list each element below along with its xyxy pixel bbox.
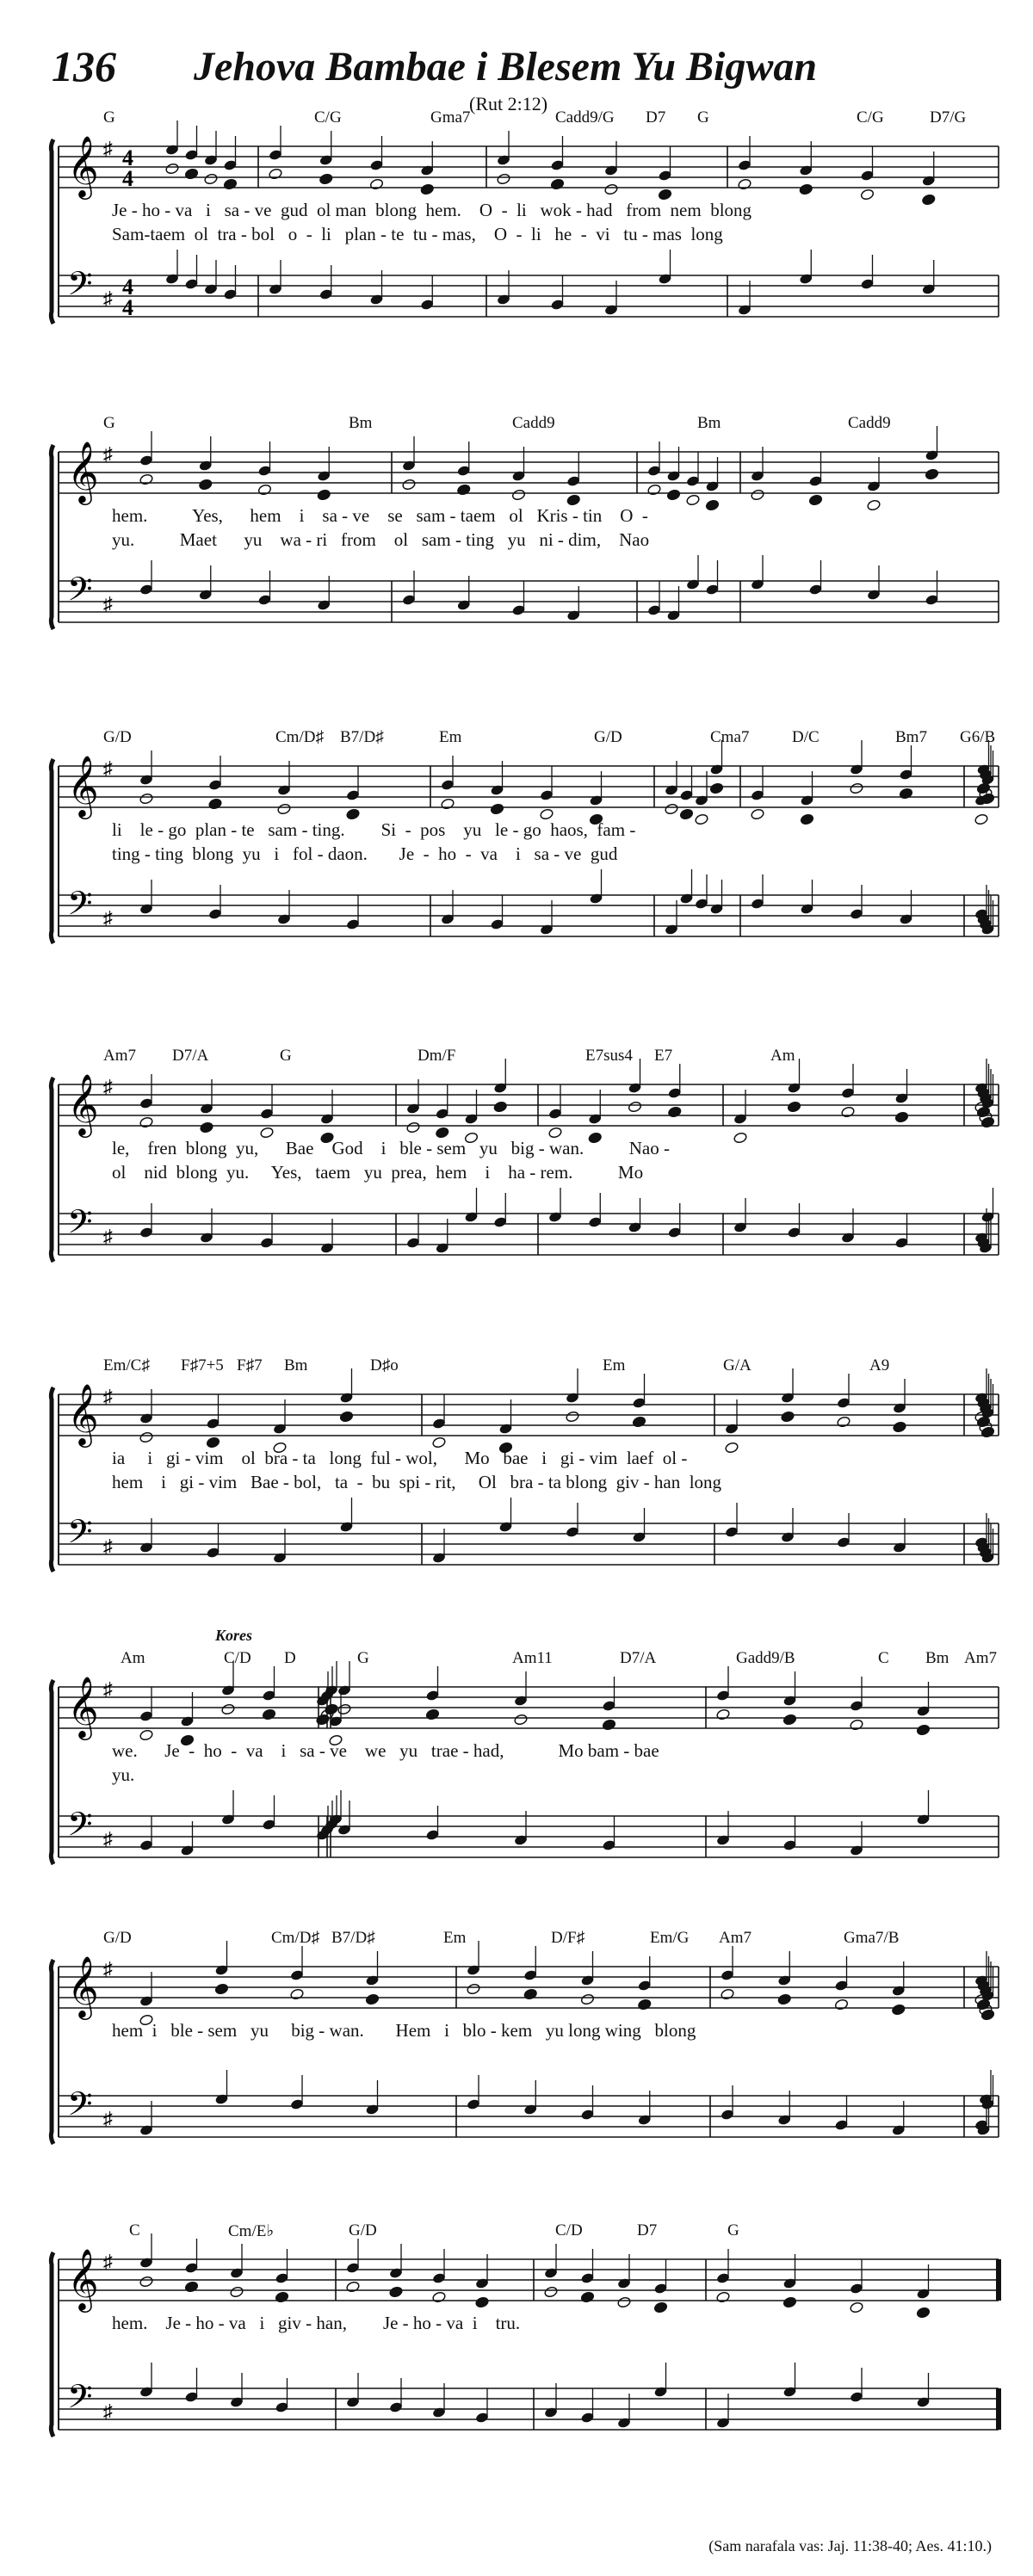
note-head xyxy=(893,1421,907,1433)
svg-text:♯: ♯ xyxy=(103,138,113,159)
svg-text:♯: ♯ xyxy=(103,2400,113,2422)
svg-text:♯: ♯ xyxy=(103,1226,113,1247)
note-head xyxy=(976,1998,991,2011)
chord-symbol: Cm/D♯ xyxy=(271,1929,319,1947)
note-head xyxy=(658,188,672,201)
chord-symbol: Gma7/B xyxy=(844,1929,900,1947)
score-system xyxy=(52,728,999,973)
note-head xyxy=(837,1416,851,1428)
note-head xyxy=(777,1993,792,2005)
chord-symbol: Am xyxy=(121,1649,145,1667)
svg-text:♯: ♯ xyxy=(103,2108,113,2129)
note-head xyxy=(602,1719,616,1731)
note-head xyxy=(325,1703,339,1715)
chord-symbol: D7 xyxy=(637,2221,658,2239)
svg-text:𝄢: 𝄢 xyxy=(67,2085,93,2131)
note-head xyxy=(493,1101,508,1113)
svg-text:𝄞: 𝄞 xyxy=(67,1382,99,1445)
lyric-line: hem i gi - vim Bae - bol, ta - bu spi - rit, Ol bra - ta blong giv - han long xyxy=(112,1472,722,1492)
chord-symbol: A9 xyxy=(869,1356,890,1374)
note-head xyxy=(139,1431,154,1443)
note-head xyxy=(441,798,455,810)
chord-symbol: G xyxy=(357,1649,369,1667)
note-head xyxy=(709,782,724,794)
note-head xyxy=(139,1729,154,1741)
chord-symbol: G/D xyxy=(594,728,622,746)
svg-text:𝄢: 𝄢 xyxy=(67,1202,93,1249)
chorus-marker: Kores xyxy=(215,1627,253,1644)
chord-symbol: Am7 xyxy=(964,1649,997,1667)
score-system xyxy=(52,1627,999,1893)
note-head xyxy=(782,2296,797,2308)
chord-symbol: Am7 xyxy=(103,1047,136,1065)
note-head xyxy=(432,1436,447,1449)
note-head xyxy=(751,808,765,820)
chord-symbol: D xyxy=(284,1649,296,1667)
note-head xyxy=(346,808,361,820)
note-head xyxy=(497,173,511,185)
note-head xyxy=(339,1411,354,1423)
note-head xyxy=(617,2296,632,2308)
chord-symbol: G xyxy=(727,2221,739,2239)
note-head xyxy=(346,2281,361,2293)
note-head xyxy=(686,494,701,506)
note-head xyxy=(751,489,765,501)
note-head xyxy=(262,1708,276,1720)
note-head xyxy=(976,1106,991,1118)
svg-text:♯: ♯ xyxy=(103,757,113,779)
chord-symbol: D/F♯ xyxy=(551,1929,585,1947)
note-head xyxy=(916,1724,931,1736)
lyric-line: hem. Je - ho - va i giv - han, Je - ho - va i tru. xyxy=(112,2313,521,2333)
chord-symbol: Bm xyxy=(284,1356,308,1374)
note-head xyxy=(916,2307,931,2319)
note-head xyxy=(337,1703,352,1715)
chord-symbol: Cadd9/G xyxy=(555,108,615,127)
note-head xyxy=(721,1988,735,2000)
note-head xyxy=(716,1708,731,1720)
score-system xyxy=(52,1929,999,2173)
score-system xyxy=(52,2221,999,2466)
chord-symbol: D7/G xyxy=(930,108,967,127)
svg-text:𝄢: 𝄢 xyxy=(67,1512,93,1559)
svg-text:4: 4 xyxy=(122,295,133,320)
note-head xyxy=(974,813,989,825)
note-head xyxy=(269,168,283,180)
staff-svg xyxy=(52,1949,999,2173)
note-head xyxy=(799,183,813,195)
note-head xyxy=(206,1436,220,1449)
chord-symbol: Bm7 xyxy=(895,728,927,746)
svg-text:♯: ♯ xyxy=(103,593,113,615)
svg-text:𝄞: 𝄞 xyxy=(67,134,99,197)
score-system xyxy=(52,108,999,353)
chord-symbol: B7/D♯ xyxy=(340,728,384,746)
hymn-title: Jehova Bambae i Blesem Yu Bigwan xyxy=(194,44,818,90)
note-head xyxy=(257,484,272,496)
lyric-line: hem. Yes, hem i sa - ve se sam - taem ol Kris - tin O - xyxy=(112,505,648,526)
lyric-line: li le - go plan - te sam - ting. Si - pos yu le - go haos, fam - xyxy=(112,819,636,840)
note-head xyxy=(566,494,581,506)
note-head xyxy=(214,1983,229,1995)
note-head xyxy=(850,2301,864,2313)
note-head xyxy=(548,1127,563,1139)
svg-text:4: 4 xyxy=(122,275,133,300)
note-head xyxy=(679,808,694,820)
note-head xyxy=(716,2291,731,2303)
note-head xyxy=(402,479,417,491)
chord-symbol: Cma7 xyxy=(710,728,750,746)
hymn-number: 136 xyxy=(52,42,116,90)
chord-symbol: Bm xyxy=(925,1649,949,1667)
note-head xyxy=(456,484,471,496)
note-head xyxy=(782,1714,797,1726)
svg-text:♯: ♯ xyxy=(103,2251,113,2272)
chord-symbol: B7/D♯ xyxy=(331,1929,375,1947)
note-head xyxy=(653,2301,668,2313)
note-head xyxy=(580,1993,595,2005)
svg-text:𝄞: 𝄞 xyxy=(67,1072,99,1135)
note-head xyxy=(980,2009,995,2021)
svg-text:♯: ♯ xyxy=(103,287,113,309)
note-head xyxy=(666,489,681,501)
note-head xyxy=(894,1111,909,1123)
chord-symbol: D7/A xyxy=(172,1047,209,1065)
note-head xyxy=(980,1426,995,1438)
note-head xyxy=(628,1101,642,1113)
note-head xyxy=(406,1121,421,1134)
chord-symbol: Cm/E♭ xyxy=(228,2222,275,2240)
note-head xyxy=(290,1988,305,2000)
note-head xyxy=(899,788,913,800)
note-head xyxy=(604,183,619,195)
note-head xyxy=(275,2291,289,2303)
chord-symbol: Em xyxy=(603,1356,626,1374)
svg-text:𝄢: 𝄢 xyxy=(67,570,93,616)
note-head xyxy=(432,2291,447,2303)
note-head xyxy=(475,2296,490,2308)
chord-symbol: F♯7+5 xyxy=(181,1356,224,1374)
note-head xyxy=(420,183,435,195)
chord-symbol: D♯o xyxy=(370,1356,399,1374)
lyric-line: Sam-taem ol tra - bol o - li plan - te tu - mas, O - li he - vi tu - mas long xyxy=(112,224,723,244)
note-head xyxy=(632,1416,646,1428)
note-head xyxy=(317,489,331,501)
svg-text:𝄞: 𝄞 xyxy=(67,1675,99,1738)
note-head xyxy=(566,1411,580,1423)
chord-symbol: Gma7 xyxy=(430,108,471,127)
chord-symbol: Gadd9/B xyxy=(736,1649,795,1667)
chord-symbol: G/D xyxy=(103,1929,132,1947)
note-head xyxy=(514,1714,529,1726)
lyric-line: yu. Maet yu wa - ri from ol sam - ting yu ni - dim, Nao xyxy=(112,529,650,550)
note-head xyxy=(733,1132,748,1144)
note-head xyxy=(319,173,333,185)
note-head xyxy=(208,798,223,810)
note-head xyxy=(647,484,662,496)
note-head xyxy=(467,1983,481,1995)
svg-text:𝄢: 𝄢 xyxy=(67,884,93,930)
note-head xyxy=(834,1998,849,2011)
note-head xyxy=(139,793,154,805)
chord-symbol: G6/B xyxy=(960,728,996,746)
note-head xyxy=(316,1714,331,1726)
note-head xyxy=(200,1121,214,1134)
note-head xyxy=(787,1101,801,1113)
chord-symbol: Am xyxy=(770,1047,795,1065)
chord-symbol: C/G xyxy=(857,108,884,127)
chord-symbol: G xyxy=(280,1047,292,1065)
lyric-line: Je - ho - va i sa - ve gud ol man blong hem. O - li wok - had from nem blong xyxy=(112,200,752,220)
note-head xyxy=(976,782,991,794)
chord-symbol: E7 xyxy=(654,1047,673,1065)
svg-text:♯: ♯ xyxy=(103,1386,113,1407)
chord-symbol: Em/C♯ xyxy=(103,1356,150,1374)
note-head xyxy=(277,803,292,815)
note-head xyxy=(867,499,881,511)
svg-text:𝄞: 𝄞 xyxy=(67,754,99,817)
chord-symbol: G xyxy=(103,108,115,127)
svg-text:𝄞: 𝄞 xyxy=(67,1955,99,2017)
note-head xyxy=(637,1998,652,2011)
chord-symbol: Am7 xyxy=(719,1929,752,1947)
note-head xyxy=(808,494,823,506)
note-head xyxy=(695,813,709,825)
note-head xyxy=(550,178,565,190)
svg-text:𝄢: 𝄢 xyxy=(67,264,93,311)
svg-text:♯: ♯ xyxy=(103,1828,113,1850)
chord-symbol: Dm/F xyxy=(418,1047,456,1065)
chord-symbol: Am11 xyxy=(512,1649,553,1667)
note-head xyxy=(165,163,180,175)
lyric-line: ting - ting blong yu i fol - daon. Je - ho - va i sa - ve gud xyxy=(112,843,618,864)
svg-text:4: 4 xyxy=(122,166,133,191)
note-head xyxy=(511,489,526,501)
score-system xyxy=(52,414,999,658)
chord-symbol: D7 xyxy=(646,108,666,127)
score-system xyxy=(52,1047,999,1291)
svg-text:♯: ♯ xyxy=(103,1535,113,1557)
note-head xyxy=(221,1703,236,1715)
chord-symbol: G/A xyxy=(723,1356,752,1374)
note-head xyxy=(184,168,199,180)
note-head xyxy=(184,2281,199,2293)
svg-text:♯: ♯ xyxy=(103,907,113,929)
note-head xyxy=(425,1708,440,1720)
note-head xyxy=(925,468,939,480)
lyric-line: we. Je - ho - va i sa - ve we yu trae - had, Mo bam - bae xyxy=(112,1740,659,1761)
note-head xyxy=(850,1719,864,1731)
note-head xyxy=(260,1127,275,1139)
note-head xyxy=(580,2291,595,2303)
svg-text:4: 4 xyxy=(122,145,133,170)
chord-symbol: C/D xyxy=(555,2221,583,2239)
staff-svg xyxy=(52,1670,999,1893)
svg-text:𝄢: 𝄢 xyxy=(67,1805,93,1851)
note-head xyxy=(523,1988,538,2000)
note-head xyxy=(490,803,504,815)
note-head xyxy=(860,188,875,201)
note-head xyxy=(435,1127,449,1139)
chord-symbol: E7sus4 xyxy=(585,1047,633,1065)
note-head xyxy=(921,194,936,206)
chord-symbol: G xyxy=(103,414,115,432)
note-head xyxy=(667,1106,682,1118)
chord-symbol: Em xyxy=(443,1929,467,1947)
svg-text:♯: ♯ xyxy=(103,1958,113,1980)
note-head xyxy=(976,1416,991,1428)
note-head xyxy=(725,1442,739,1454)
chord-symbol: G xyxy=(697,108,709,127)
chord-symbol: F♯7 xyxy=(237,1356,263,1374)
svg-text:𝄞: 𝄞 xyxy=(67,2247,99,2310)
note-head xyxy=(850,782,864,794)
note-head xyxy=(389,2286,404,2298)
lyric-line: yu. xyxy=(112,1764,135,1785)
chord-symbol: G/D xyxy=(103,728,132,746)
lyric-line: ia i gi - vim ol bra - ta long ful - wol, Mo bae i gi - vim laef ol - xyxy=(112,1448,688,1468)
note-head xyxy=(230,2286,244,2298)
footer-note: (Sam narafala vas: Jaj. 11:38-40; Aes. 41:10.) xyxy=(708,2537,992,2554)
staff-svg xyxy=(52,2242,999,2466)
note-head xyxy=(665,803,679,815)
note-head xyxy=(980,1116,995,1128)
svg-text:𝄞: 𝄞 xyxy=(67,440,99,503)
chord-symbol: Cadd9 xyxy=(848,414,891,432)
chord-symbol: C/G xyxy=(314,108,342,127)
chord-symbol: C/D xyxy=(224,1649,251,1667)
chord-symbol: Cadd9 xyxy=(512,414,555,432)
chord-symbol: C xyxy=(129,2221,140,2239)
note-head xyxy=(781,1411,795,1423)
note-head xyxy=(369,178,384,190)
svg-text:♯: ♯ xyxy=(103,443,113,465)
chord-symbol: D7/A xyxy=(620,1649,657,1667)
note-head xyxy=(139,1116,154,1128)
score-system xyxy=(52,1356,999,1601)
note-head xyxy=(891,2004,906,2016)
lyric-line: le, fren blong yu, Bae God i ble - sem yu big - wan. Nao - xyxy=(112,1138,670,1158)
note-head xyxy=(800,813,814,825)
lyric-line: ol nid blong yu. Yes, taem yu prea, hem i ha - rem. Mo xyxy=(112,1162,644,1183)
scripture-reference: (Rut 2:12) xyxy=(469,93,548,114)
note-head xyxy=(841,1106,856,1118)
note-head xyxy=(540,808,554,820)
note-head xyxy=(544,2286,559,2298)
chord-symbol: G/D xyxy=(349,2221,377,2239)
chord-symbol: Bm xyxy=(349,414,373,432)
note-head xyxy=(139,473,154,485)
svg-text:♯: ♯ xyxy=(103,1076,113,1097)
chord-symbol: D/C xyxy=(792,728,820,746)
chord-symbol: Em xyxy=(439,728,462,746)
svg-text:𝄢: 𝄢 xyxy=(67,2377,93,2424)
chord-symbol: Em/G xyxy=(650,1929,690,1947)
note-head xyxy=(738,178,752,190)
svg-text:♯: ♯ xyxy=(103,1678,113,1700)
note-head xyxy=(204,173,219,185)
note-head xyxy=(198,479,213,491)
chord-symbol: Bm xyxy=(697,414,721,432)
note-head xyxy=(223,178,238,190)
lyric-line: hem i ble - sem yu big - wan. Hem i blo - kem yu long wing blong xyxy=(112,2020,696,2041)
note-head xyxy=(365,1993,380,2005)
chord-symbol: Cm/D♯ xyxy=(275,728,324,746)
note-head xyxy=(139,2276,154,2288)
note-head xyxy=(705,499,720,511)
chord-symbol: C xyxy=(878,1649,889,1667)
